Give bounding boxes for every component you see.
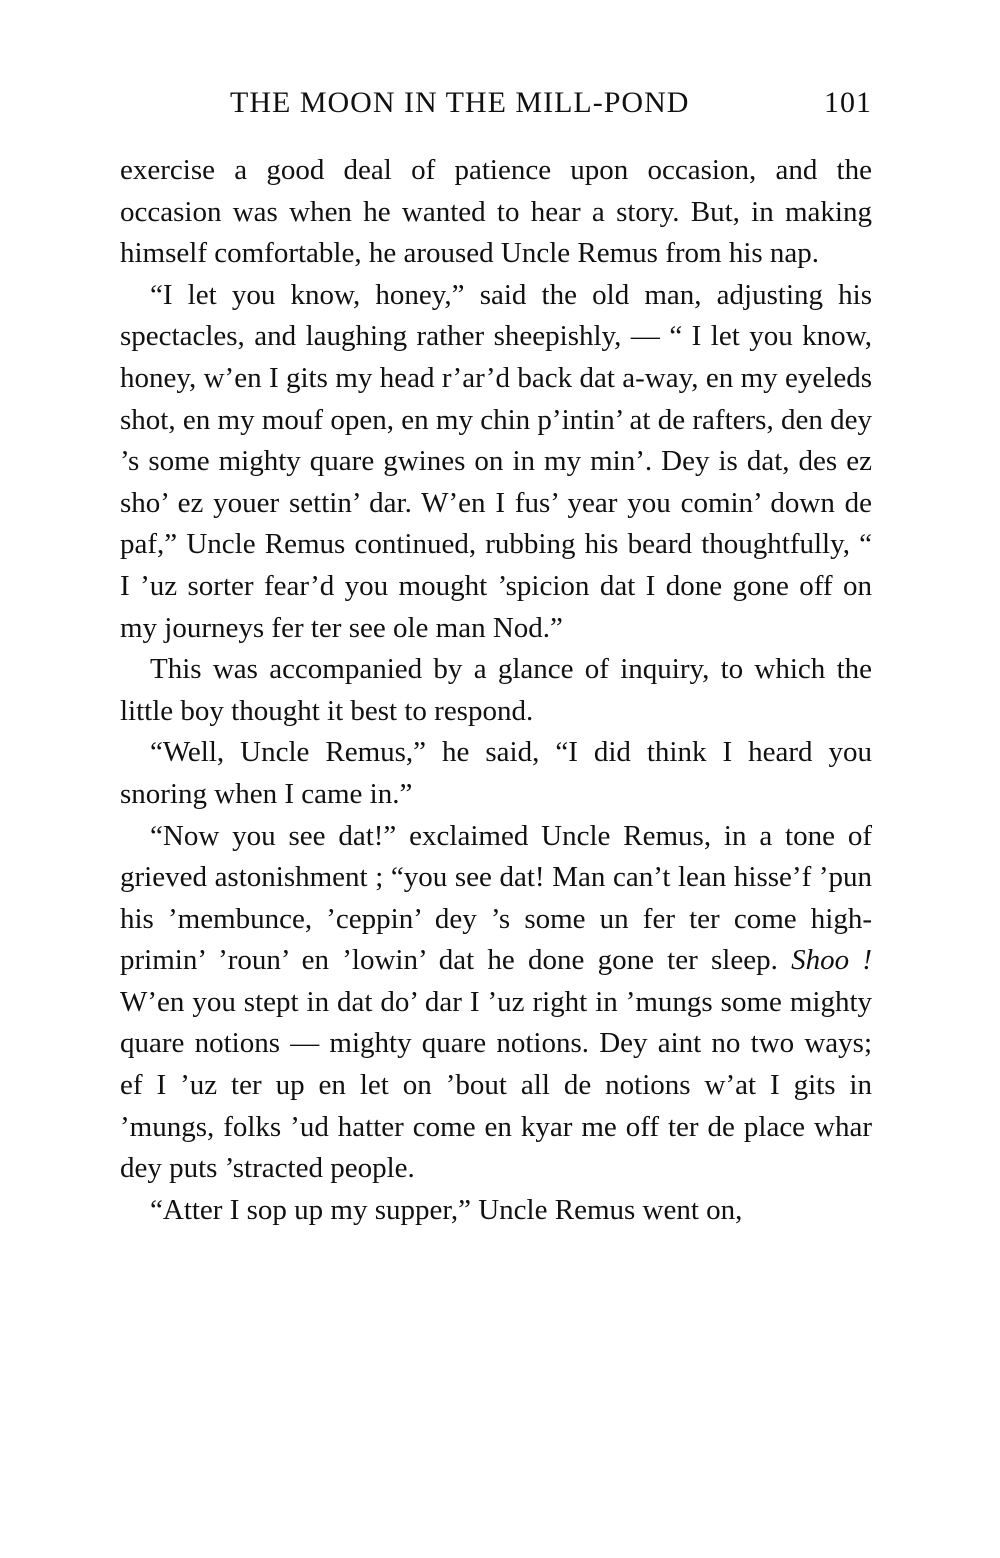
paragraph-text: “Now you see dat!” exclaimed Uncle Remus, in a tone of grieved astonishment ; “you see dat! Man can’t lean hisse’f ’pun his ’membunce, ’ceppin’ dey ’s some un fer ter come high-primin’ ’roun’ en ’lowin’ dat he done gone ter sleep. (120, 819, 872, 977)
body-text (120, 150, 872, 1231)
paragraph: This was accompanied by a glance of inquiry, to which the little boy thought it best to respond. (120, 653, 872, 727)
paragraph (120, 816, 872, 1190)
page-number: 101 (824, 86, 872, 119)
paragraph: “Atter I sop up my supper,” Uncle Remus went on, (150, 1193, 743, 1226)
paragraph-text: W’en you stept in dat do’ dar I ’uz right in ’mungs some mighty quare notions — mighty quare notions. Dey aint no two ways; ef I ’uz ter up en let on ’bout all de notions w’at I gits in ’mungs, folks ’ud hatter come en kyar me off ter de place whar dey puts ’stracted people. (120, 985, 872, 1185)
running-head (120, 86, 872, 130)
paragraph: “I let you know, honey,” said the old man, adjusting his spectacles, and laughing rather sheepishly, — “ I let you know, honey, w’en I gits my head r’ar’d back dat a-way, en my eyeleds shot, en my mouf open, en my chin p’intin’ at de rafters, den dey ’s some mighty quare gwines on in my min’. Dey is dat, des ez sho’ ez youer settin’ dar. W’en I fus’ year you comin’ down de paf,” Uncle Remus continued, rubbing his beard thoughtfully, “ I ’uz sorter fear’d you mought ’spicion dat I done gone off on my journeys fer ter see ole man Nod.” (120, 278, 872, 644)
paragraph-continued: exercise a good deal of patience upon occasion, and the occasion was when he wanted to hear a story. But, in making himself comfortable, he aroused Uncle Remus from his nap. (120, 154, 872, 270)
running-title: THE MOON IN THE MILL-POND (230, 86, 690, 119)
paragraph: “Well, Uncle Remus,” he said, “I did think I heard you snoring when I came in.” (120, 736, 872, 810)
italic-exclamation: Shoo ! (791, 944, 872, 977)
